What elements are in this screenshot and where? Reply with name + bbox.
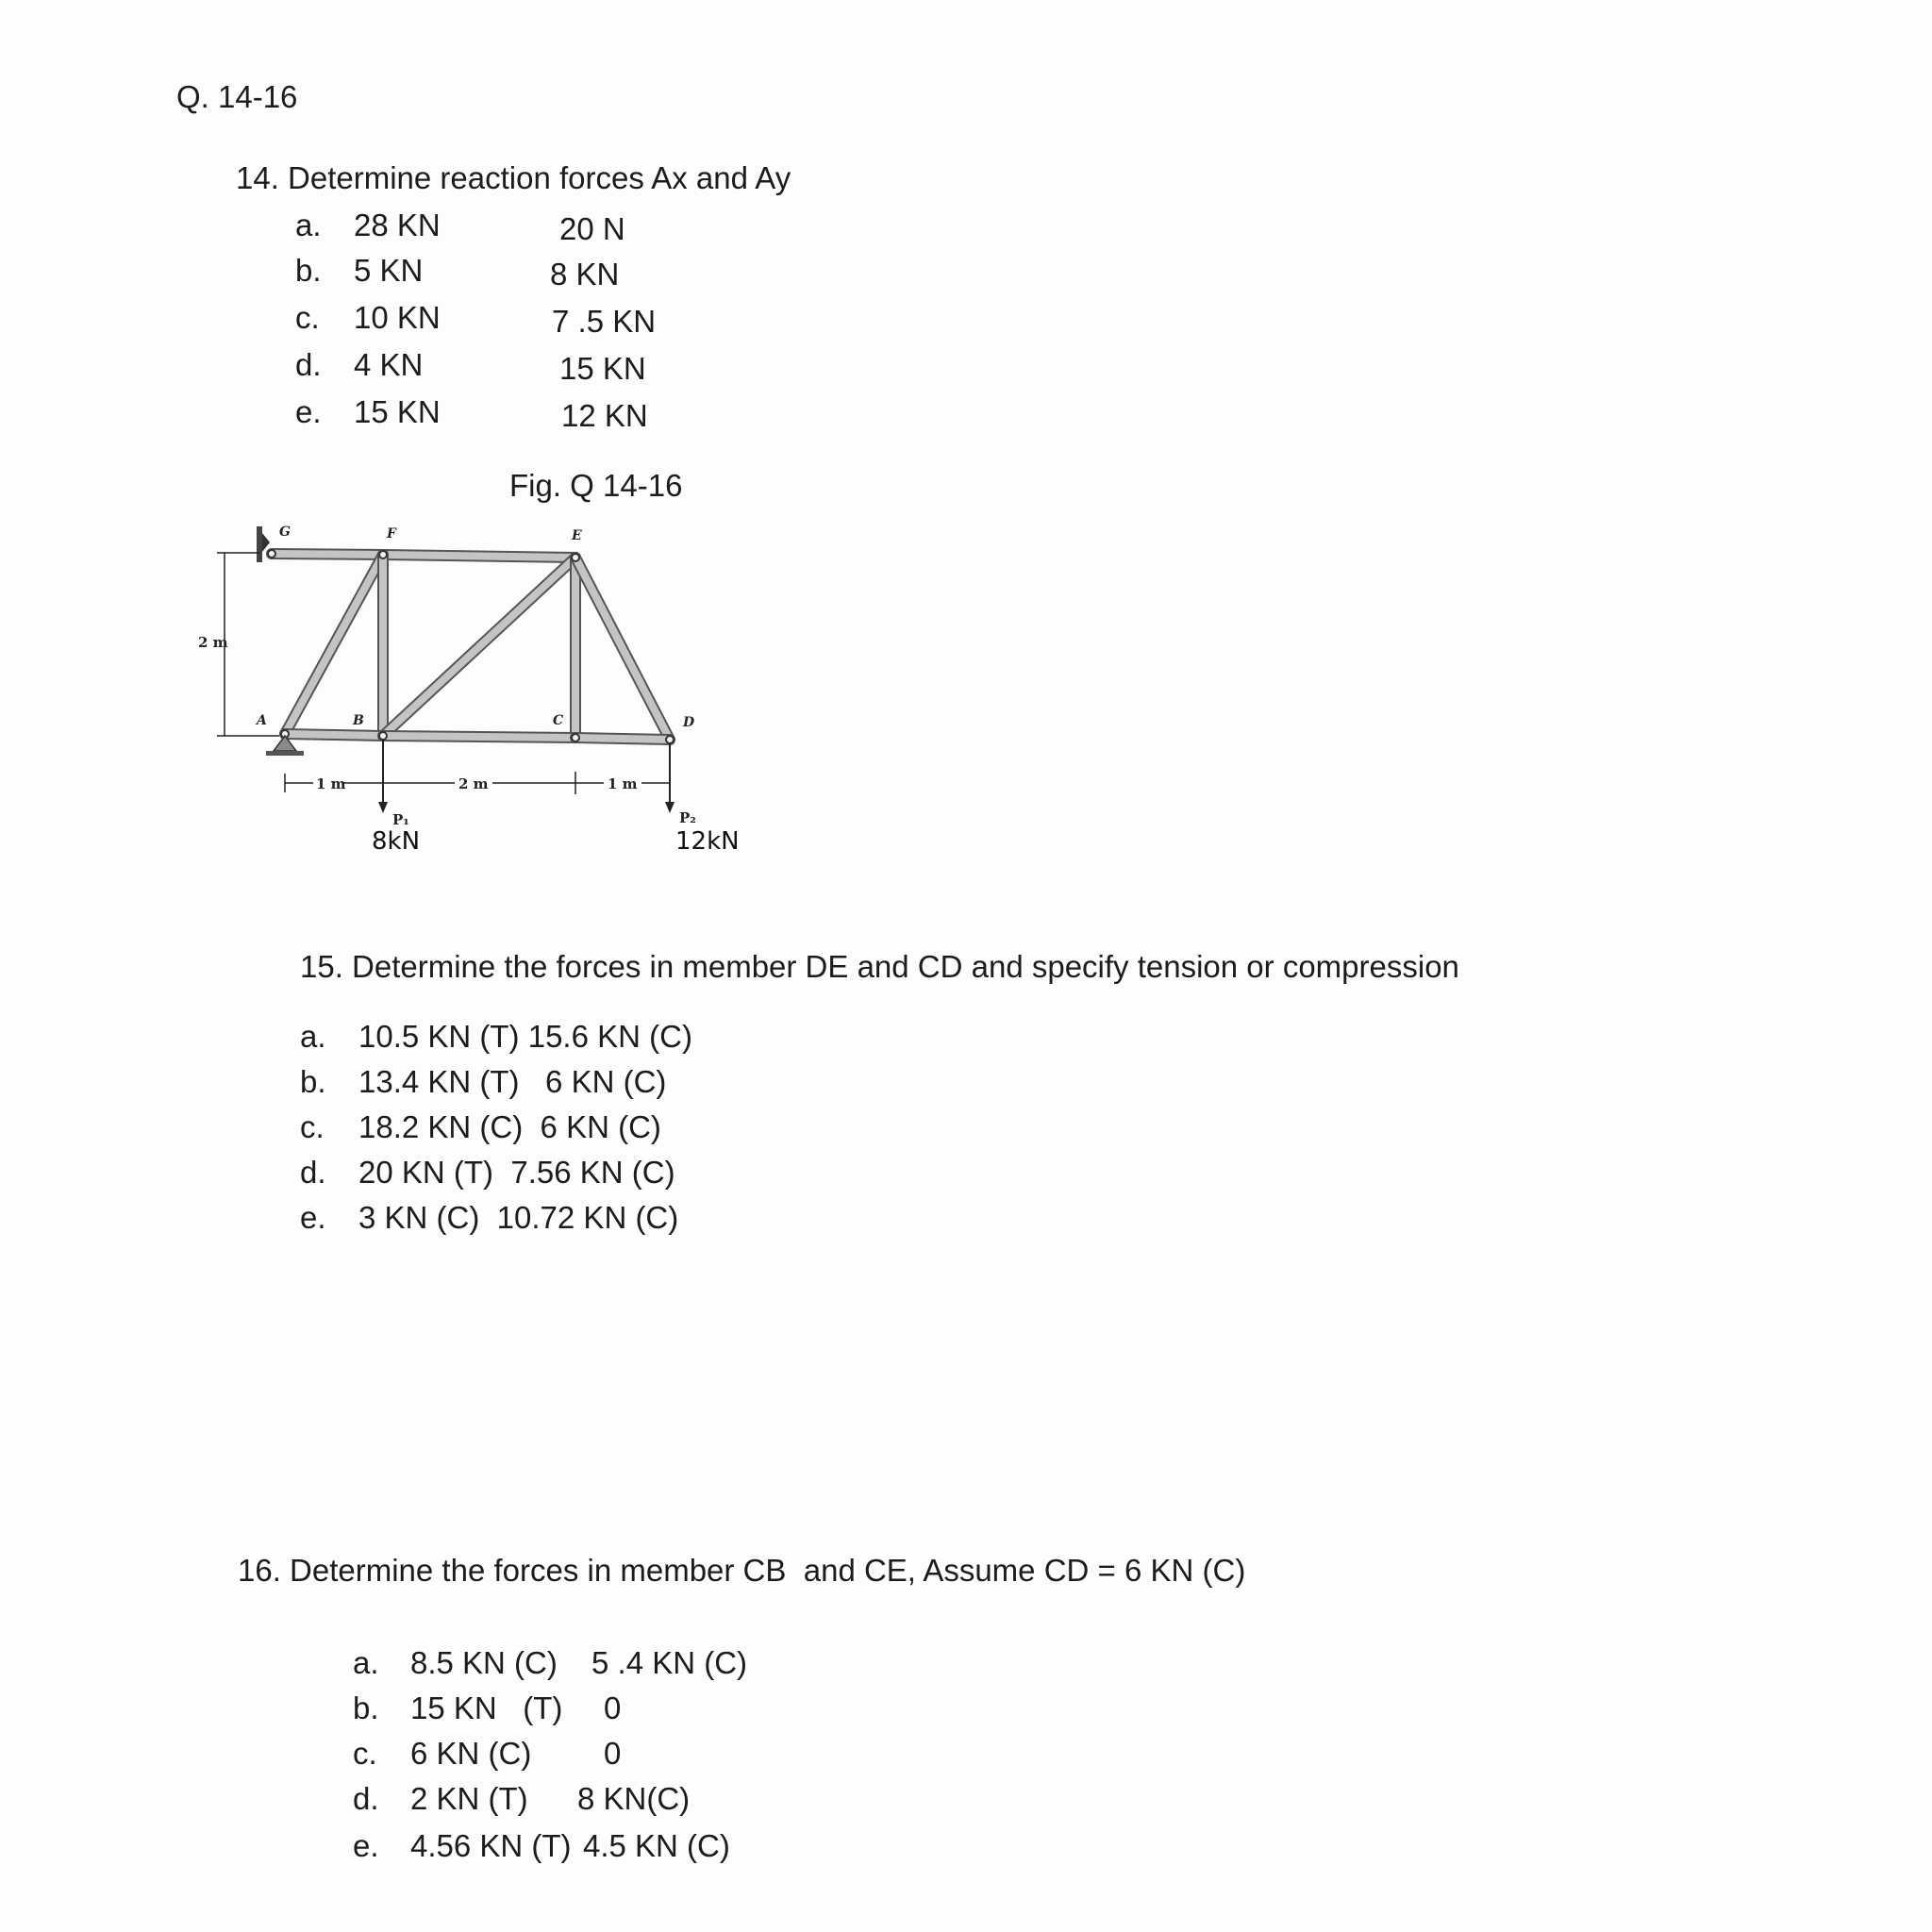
member-fe	[383, 555, 575, 558]
q16-question: 16. Determine the forces in member CB and CE, Assume CD = 6 KN (C)	[238, 1553, 1246, 1588]
question-group-label: Q. 14-16	[176, 79, 298, 114]
option-ce: 5 .4 KN (C)	[591, 1645, 748, 1680]
node-label-g: G	[279, 525, 291, 540]
option-cb: 2 KN (T)	[410, 1781, 528, 1816]
dimension-cd: 1 m	[608, 775, 638, 792]
option-letter: c.	[295, 300, 320, 335]
option-ay: 20 N	[559, 211, 625, 246]
member-de	[575, 558, 670, 740]
joint-g	[268, 550, 275, 558]
option-letter: b.	[353, 1690, 379, 1725]
option-letter: d.	[353, 1781, 379, 1816]
q15-question: 15. Determine the forces in member DE and CD and specify tension or compression	[300, 949, 1459, 984]
option-ax: 10 KN	[354, 300, 441, 335]
node-label-c: C	[553, 713, 564, 728]
member-af	[285, 555, 383, 734]
load-p1-label: P₁	[392, 811, 409, 828]
option-letter: e.	[300, 1200, 326, 1235]
joint-b	[379, 732, 387, 740]
option-ay: 8 KN	[550, 257, 620, 291]
q14-question: 14. Determine reaction forces Ax and Ay	[236, 160, 791, 195]
truss-members	[272, 554, 670, 740]
joint-e	[572, 554, 579, 561]
dimension-bc: 2 m	[458, 775, 489, 792]
load-p1-arrow	[378, 740, 388, 813]
option-text: 18.2 KN (C) 6 KN (C)	[358, 1109, 661, 1144]
option-text: 20 KN (T) 7.56 KN (C)	[358, 1155, 675, 1190]
member-cd	[575, 738, 670, 740]
joint-c	[572, 734, 579, 741]
option-text: 13.4 KN (T) 6 KN (C)	[358, 1064, 667, 1099]
option-cb: 6 KN (C)	[410, 1736, 532, 1771]
node-label-b: B	[353, 713, 364, 728]
option-ay: 15 KN	[559, 351, 646, 386]
option-letter: e.	[295, 394, 322, 429]
joint-d	[666, 736, 674, 743]
option-text: 3 KN (C) 10.72 KN (C)	[358, 1200, 679, 1235]
option-ce: 4.5 KN (C)	[583, 1828, 730, 1863]
load-p1-value: 8kN	[372, 827, 421, 856]
option-ce: 8 KN(C)	[577, 1781, 691, 1816]
option-ay: 7 .5 KN	[552, 304, 657, 339]
option-letter: d.	[300, 1155, 326, 1190]
option-letter: b.	[295, 253, 322, 288]
option-ay: 12 KN	[561, 398, 648, 433]
option-letter: a.	[353, 1645, 379, 1680]
member-gf	[272, 554, 383, 555]
option-letter: d.	[295, 347, 322, 382]
joint-f	[379, 551, 387, 558]
option-cb: 4.56 KN (T)	[410, 1828, 572, 1863]
load-p2-arrow	[665, 743, 675, 813]
option-text: 10.5 KN (T) 15.6 KN (C)	[358, 1019, 692, 1054]
option-letter: c.	[300, 1109, 325, 1144]
node-label-f: F	[387, 526, 396, 541]
option-ax: 28 KN	[354, 208, 441, 242]
option-letter: a.	[295, 208, 322, 242]
member-ab	[285, 734, 383, 736]
option-letter: c.	[353, 1736, 377, 1771]
node-label-d: D	[683, 715, 695, 730]
truss-figure	[198, 517, 783, 866]
option-letter: b.	[300, 1064, 326, 1099]
member-be	[383, 558, 575, 736]
figure-caption: Fig. Q 14-16	[509, 468, 683, 503]
load-p2-value: 12kN	[675, 827, 740, 856]
option-ce: 0	[604, 1736, 622, 1771]
option-cb: 15 KN (T)	[410, 1690, 563, 1725]
member-bc	[383, 736, 575, 738]
option-ce: 0	[604, 1690, 622, 1725]
height-dimension-label: 2 m	[198, 634, 228, 651]
node-label-a: A	[257, 713, 267, 728]
dimension-ab: 1 m	[316, 775, 346, 792]
option-letter: e.	[353, 1828, 379, 1863]
option-ax: 4 KN	[354, 347, 424, 382]
load-p2-label: P₂	[679, 809, 696, 826]
option-ax: 5 KN	[354, 253, 424, 288]
option-letter: a.	[300, 1019, 326, 1054]
option-cb: 8.5 KN (C)	[410, 1645, 558, 1680]
option-ax: 15 KN	[354, 394, 441, 429]
node-label-e: E	[572, 528, 582, 543]
